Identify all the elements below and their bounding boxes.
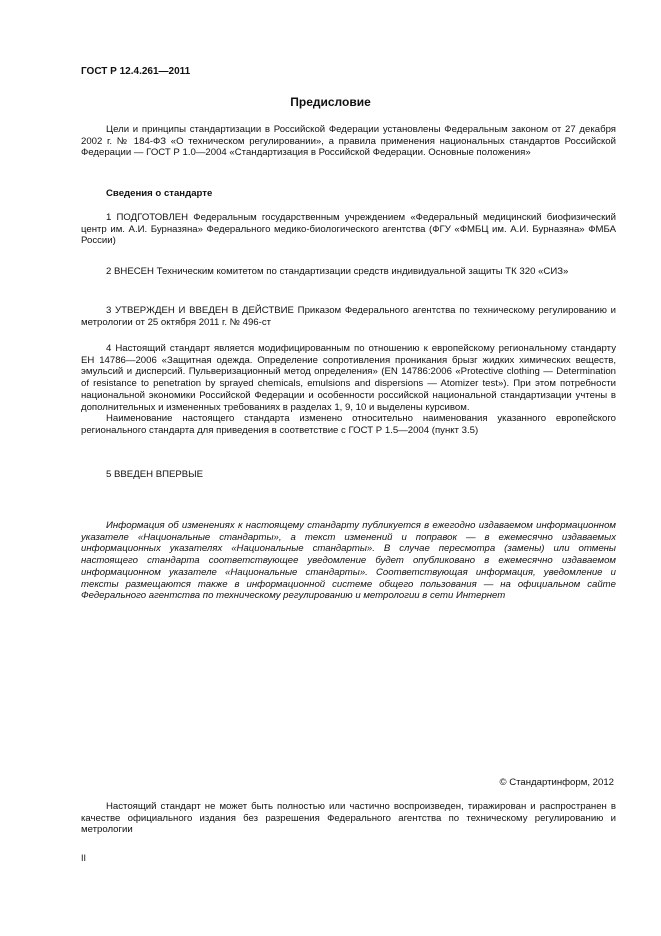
page-title: Предисловие (290, 95, 371, 109)
copyright: © Стандартинформ, 2012 (499, 777, 614, 788)
rights-block (81, 801, 616, 836)
notice-paragraph: Информация об изменениях к настоящему стандарту публикуется в ежегодно издаваемом информационном указателе «Национальные стандарты», а текст изменений и поправок — в ежемесячно издаваемых информационных указателях «Национальные стандарты». В случае пересмотра (замены) или отмены настоящего стандарта соответствующее уведомление будет опубликовано в ежемесячно издаваемом информационном указателе «Национальные стандарты». Соответствующая информация, уведомление и тексты размещаются также в информационной системе общего пользования — на официальном сайте Федерального агентства по техническому регулированию и метрологии в сети Интернет (81, 520, 616, 602)
item-3-block (81, 305, 616, 328)
item-1-block (81, 212, 616, 247)
item-2-submitted: 2 ВНЕСЕН Техническим комитетом по стандартизации средств индивидуальной защиты ТК 320 «СИЗ» (106, 266, 569, 277)
intro-paragraph-block (81, 124, 616, 159)
intro-paragraph: Цели и принципы стандартизации в Российской Федерации установлены Федеральным законом от 27 декабря 2002 г. № 184-ФЗ «О техническом регулировании», а правила применения национальных стандартов Российской Федерации — ГОСТ Р 1.0—2004 «Стандартизация в Российской Федерации. Основные положения» (81, 124, 616, 159)
item-5-block (81, 469, 616, 481)
item-4-block (81, 343, 616, 437)
item-4-name-note: Наименование настоящего стандарта изменено относительно наименования указанного европейского регионального стандарта для приведения в соответствие с ГОСТ Р 1.5—2004 (пункт 3.5) (81, 413, 616, 436)
page-number: II (81, 853, 87, 863)
rights-paragraph: Настоящий стандарт не может быть полностью или частично воспроизведен, тиражирован и распространен в качестве официального издания без разрешения Федерального агентства по техническому регулированию и метрологии (81, 801, 616, 836)
document-number: ГОСТ Р 12.4.261—2011 (81, 66, 191, 77)
notice-block (81, 520, 616, 602)
info-heading: Сведения о стандарте (106, 188, 213, 199)
item-4-modified: 4 Настоящий стандарт является модифицированным по отношению к европейскому региональному стандарту ЕН 14786—2006 «Защитная одежда. Определение сопротивления проникания брызг жидких химических веществ, эмульсий и дисперсий. Пульверизационный метод определения» (EN 14786:2006 «Protective clothing — Determination of resistance to penetration by sprayed chemicals, emulsions and dispersions — Atomizer test»). При этом потребности национальной экономики Российской Федерации и особенности российской национальной стандартизации учтены в дополнительных и измененных требованиях в разделах 1, 9, 10 и выделены курсивом. (81, 343, 616, 413)
item-5-introduced: 5 ВВЕДЕН ВПЕРВЫЕ (106, 469, 204, 480)
item-1-prepared: 1 ПОДГОТОВЛЕН Федеральным государственным учреждением «Федеральный медицинский биофизический центр им. А.И. Бурназяна» Федерального медико-биологического агентства (ФГУ «ФМБЦ им. А.И. Бурназяна» ФМБА России) (81, 212, 616, 247)
item-3-approved: 3 УТВЕРЖДЕН И ВВЕДЕН В ДЕЙСТВИЕ Приказом Федерального агентства по техническому регулированию и метрологии от 25 октября 2011 г. № 496-ст (81, 305, 616, 328)
item-2-block (81, 266, 616, 278)
